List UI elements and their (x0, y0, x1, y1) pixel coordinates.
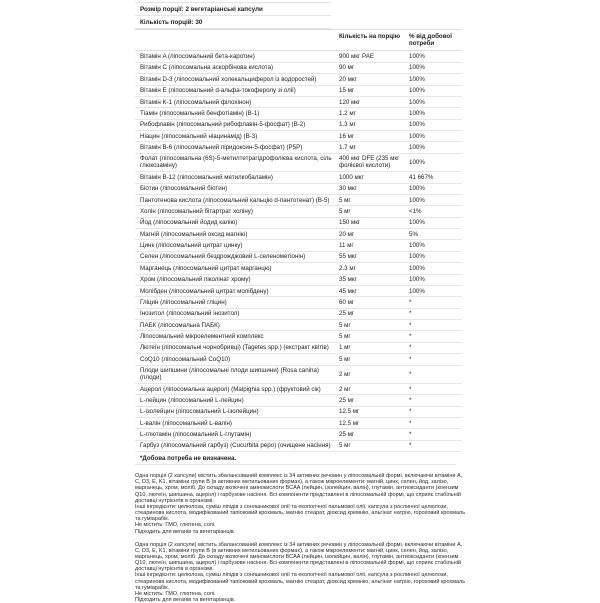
ingredient-daily-value: * (409, 342, 462, 353)
description-other-ingredients: Інші інгредієнти: целюлоза, суміш ліпідів з соняшникової олії та екологічної пальмової олії, капсула з рослинної целюлози, стеаринова кислота, модифікований тапіоковий крохмаль, магнію стеарат, діоксид кремнію, альгінат натрію, гороховий крохмаль та гуміарабік. (135, 503, 466, 523)
ingredient-daily-value: 100% (409, 285, 462, 296)
ingredient-amount: 90 мг (339, 62, 409, 73)
ingredient-amount: 5 мг (339, 194, 409, 205)
description-overview: Одна порція (2 капсули) містить збалансований комплекс із 34 активних речовин у ліпосомальній формі, включаючи вітаміни A, C, D3, E, K1, вітаміни групи B (в активних метильованих формах), а також мікроелементи: магній, цинк, селен, йод, залізо, марганець, хром, моліб. До складу включені амінокислоти BCAA (лейцин, ізолейцин, валін), глутамін, антиоксиданти (коензим Q10, лютеїн, шипшина, ацерол) і гарбузове насіння. Всі компоненти представлені в ліпосомальній формі, що сприяє стабільній доставці нутрієнтів в організмі. (135, 541, 463, 573)
ingredient-name: Магній (ліпосомальний оксид магнію) (135, 229, 339, 240)
table-row (135, 365, 462, 383)
ingredient-daily-value: * (409, 383, 462, 394)
ingredient-amount: 150 мкг (339, 217, 409, 228)
ingredient-name: Вітамін A (ліпосомальний бета-каротин) (135, 51, 339, 62)
daily-value-footnote: *Добова потреба не визначена. (135, 452, 456, 465)
ingredient-daily-value: * (409, 418, 462, 429)
ingredient-amount: 35 мкг (339, 274, 409, 285)
ingredient-amount: 1.7 мг (339, 142, 409, 153)
ingredient-name: Йод (ліпосомальний йодид калію) (135, 217, 339, 228)
table-row (135, 96, 462, 107)
ingredient-name: CoQ10 (ліпосомальний CoQ10) (135, 354, 339, 365)
ingredient-amount: 45 мкг (339, 285, 409, 296)
ingredient-name: L-валін (ліпосомальний L-валін) (135, 418, 339, 429)
ingredient-daily-value: 100% (409, 51, 462, 62)
ingredient-amount: 15 мг (339, 85, 409, 96)
table-row (135, 217, 462, 228)
ingredient-amount: 1.2 мг (339, 108, 409, 119)
ingredient-daily-value: 5% (409, 229, 462, 240)
ingredient-name: Гліцин (ліпосомальний гліцин) (135, 297, 339, 308)
ingredient-amount: 120 мкг (339, 96, 409, 107)
ingredient-daily-value: * (409, 297, 462, 308)
ingredient-name: L-ізолейцин (ліпосомальний L-ізолейцин) (135, 406, 339, 417)
ingredient-name: Вітамін B-6 (ліпосомальний піридоксин-5-фосфат) (P5P) (135, 142, 339, 153)
ingredient-name: Вітамін C (ліпосомальна аскорбінова кислота) (135, 62, 339, 73)
table-row (135, 108, 462, 119)
ingredient-amount: 2.3 мг (339, 263, 409, 274)
ingredient-name: Рибофлавін (ліпосомальний рибофлавін-5-фосфат) (B-2) (135, 119, 339, 130)
description-free-of: Не містить: ГМО, глютена, солі. (135, 522, 216, 529)
ingredient-amount: 12.5 мг (339, 418, 409, 429)
table-row (135, 172, 462, 183)
table-row (135, 320, 462, 331)
table-row (135, 240, 462, 251)
ingredient-name: Тіамін (ліпосомальний бенфотіамін) (B-1) (135, 108, 339, 119)
ingredient-daily-value: 100% (409, 85, 462, 96)
serving-size-label: Розмір порції: 2 вегетаріанські капсули (140, 5, 263, 13)
table-row (135, 418, 462, 429)
ingredient-daily-value: 100% (409, 251, 462, 262)
ingredient-daily-value: * (409, 308, 462, 319)
ingredient-name: L-лейцин (ліпосомальний L-лейцин) (135, 395, 339, 406)
table-row (135, 131, 462, 142)
ingredient-daily-value: 100% (409, 108, 462, 119)
ingredient-daily-value: 100% (409, 240, 462, 251)
ingredient-name: Плоди шипшини (ліпосомальні плоди шипшини) (Rosa canina) (плоди) (135, 365, 339, 383)
ingredient-amount: 11 мг (339, 240, 409, 251)
ingredient-daily-value: * (409, 320, 462, 331)
ingredient-daily-value: 100% (409, 263, 462, 274)
ingredient-daily-value: 100% (409, 131, 462, 142)
table-row (135, 194, 462, 205)
table-row (135, 229, 462, 240)
ingredient-daily-value: <1% (409, 206, 462, 217)
ingredient-daily-value: 100% (409, 274, 462, 285)
supplement-facts-panel (135, 2, 467, 603)
ingredient-name: Цинк (ліпосомальний цитрат цинку) (135, 240, 339, 251)
ingredient-amount: 400 мкг DFE (235 мкг фолієвої кислоти) (339, 153, 409, 171)
ingredient-amount: 1.3 мг (339, 119, 409, 130)
table-row (135, 383, 462, 394)
supplement-facts-table (135, 29, 462, 452)
ingredient-daily-value: 41 667% (409, 172, 462, 183)
table-row (135, 297, 462, 308)
ingredient-daily-value: 100% (409, 217, 462, 228)
ingredient-name: Ніацин (ліпосомальний ніацинамід) (B-3) (135, 131, 339, 142)
table-row (135, 285, 462, 296)
ingredient-name: Марганець (ліпосомальний цитрат марганцю) (135, 263, 339, 274)
ingredient-name: Селен (ліпосомальний бездрожджовий L-селенометіонін) (135, 251, 339, 262)
servings-per-container-row (135, 16, 331, 29)
ingredient-name: Холін (ліпосомальний бітартрат холіну) (135, 206, 339, 217)
column-header-amount-per-serving: Кількість на порцію (339, 30, 409, 51)
ingredient-amount: 5 мг (339, 354, 409, 365)
ingredient-name: Лютеїн (ліпосомальні чорнобривці) (Tagetes spp.) (екстракт квітів) (135, 342, 339, 353)
ingredient-name: Вітамін B-12 (ліпосомальний метилкобаламін) (135, 172, 339, 183)
table-row (135, 85, 462, 96)
table-row (135, 183, 462, 194)
description-dietary-note: Підходить для веганів та вегетаріанців. (135, 597, 236, 603)
table-row (135, 142, 462, 153)
ingredient-amount: 20 мкг (339, 74, 409, 85)
ingredient-amount: 1 мг (339, 342, 409, 353)
description-block-2 (135, 542, 467, 603)
description-dietary-note: Підходить для веганів та вегетаріанців. (135, 528, 236, 535)
table-row (135, 354, 462, 365)
table-row (135, 308, 462, 319)
table-row (135, 342, 462, 353)
ingredient-amount: 5 мг (339, 320, 409, 331)
ingredient-daily-value: 100% (409, 142, 462, 153)
serving-size-row (135, 2, 331, 16)
ingredient-amount: 5 мг (339, 206, 409, 217)
column-header-ingredient (135, 30, 339, 51)
ingredient-amount: 12.5 мг (339, 406, 409, 417)
ingredient-daily-value: 100% (409, 119, 462, 130)
ingredient-amount: 20 мг (339, 229, 409, 240)
ingredient-name: Молібден (ліпосомальний цитрат молібдену) (135, 285, 339, 296)
table-row (135, 74, 462, 85)
ingredient-daily-value: 100% (409, 183, 462, 194)
table-row (135, 274, 462, 285)
ingredient-daily-value: * (409, 331, 462, 342)
ingredient-amount: 5 мг (339, 440, 409, 451)
ingredient-amount: 60 мг (339, 297, 409, 308)
supplement-table-body (135, 51, 462, 452)
ingredient-name: Ацерол (ліпосомальна ацерол) (Malpighia spp.) (фруктовий сік) (135, 383, 339, 394)
ingredient-name: Вітамін D-3 (ліпосомальний холекальциферол із водоростей) (135, 74, 339, 85)
ingredient-name: L-глютамін (ліпосомальний L-глутамін) (135, 429, 339, 440)
description-block-1 (135, 473, 467, 535)
ingredient-amount: 16 мг (339, 131, 409, 142)
ingredient-name: Вітамін E (ліпосомальний d-альфа-токоферолу зі олії) (135, 85, 339, 96)
ingredient-amount: 25 мг (339, 308, 409, 319)
ingredient-name: Ліпосомальний мікроелементний комплекс (135, 331, 339, 342)
table-header-row (135, 30, 462, 51)
ingredient-amount: 30 мкг (339, 183, 409, 194)
table-row (135, 251, 462, 262)
ingredient-daily-value: * (409, 406, 462, 417)
ingredient-amount: 900 мкг РАЕ (339, 51, 409, 62)
ingredient-daily-value: 100% (409, 74, 462, 85)
ingredient-daily-value: 100% (409, 153, 462, 171)
table-row (135, 62, 462, 73)
table-row (135, 263, 462, 274)
ingredient-amount: 25 мг (339, 429, 409, 440)
ingredient-daily-value: * (409, 354, 462, 365)
table-row (135, 406, 462, 417)
ingredient-amount: 2 мг (339, 365, 409, 383)
table-row (135, 51, 462, 62)
ingredient-daily-value: 100% (409, 194, 462, 205)
table-row (135, 440, 462, 451)
ingredient-amount: 25 мг (339, 395, 409, 406)
ingredient-name: Гарбуз (ліпосомальний гарбуз) (Cucurbita pepo) (очищене насіння) (135, 440, 339, 451)
ingredient-amount: 55 мкг (339, 251, 409, 262)
table-row (135, 429, 462, 440)
table-row (135, 206, 462, 217)
description-overview: Одна порція (2 капсули) містить збалансований комплекс із 34 активних речовин у ліпосомальній формі, включаючи вітаміни A, C, D3, E, K1, вітаміни групи B (в активних метильованих формах), а також мікроелементи: магній, цинк, селен, йод, залізо, марганець, хром, моліб. До складу включені амінокислоти BCAA (лейцин, ізолейцин, валін), глутамін, антиоксиданти (коензим Q10, лютеїн, шипшина, ацерол) і гарбузове насіння. Всі компоненти представлені в ліпосомальній формі, що сприяє стабільній доставці нутрієнтів в організмі. (135, 473, 463, 504)
column-header-daily-value: % від добової потреби (409, 30, 462, 51)
ingredient-name: ПАБК (ліпосомальна ПАБК) (135, 320, 339, 331)
description-free-of: Не містить: ГМО, глютена, солі. (135, 590, 216, 597)
table-row (135, 153, 462, 171)
ingredient-name: Біотин (ліпосомальний біотин) (135, 183, 339, 194)
ingredient-daily-value: * (409, 440, 462, 451)
ingredient-amount: 2 мг (339, 383, 409, 394)
ingredient-daily-value: * (409, 365, 462, 383)
ingredient-daily-value: 100% (409, 96, 462, 107)
ingredient-amount: 5 мг (339, 331, 409, 342)
ingredient-daily-value: * (409, 395, 462, 406)
ingredient-name: Фолат (ліпосомальна (6S)-5-метилтетрагідрофолієва кислота, сіль глюкозаміну) (135, 153, 339, 171)
description-other-ingredients: Інші інгредієнти: целюлоза, суміш ліпідів з соняшникової олії та екологічної пальмової олії, капсула з рослинної целюлози, стеаринова кислота, модифікований тапіоковий крохмаль, магнію стеарат, діоксид кремнію, альгінат натрію, гороховий крохмаль та гуміарабік. (135, 572, 466, 591)
table-row (135, 119, 462, 130)
table-row (135, 395, 462, 406)
servings-per-container-label: Кількість порцій: 30 (140, 18, 203, 26)
ingredient-daily-value: 100% (409, 62, 462, 73)
ingredient-amount: 1000 мкг (339, 172, 409, 183)
ingredient-name: Інозитол (ліпосомальний інозитол) (135, 308, 339, 319)
ingredient-name: Пантотенова кислота (ліпосомальний кальцію d-пантотенат) (B-5) (135, 194, 339, 205)
table-row (135, 331, 462, 342)
ingredient-name: Хром (ліпосомальний піколінат хрому) (135, 274, 339, 285)
ingredient-name: Вітамін K-1 (ліпосомальний філохінон) (135, 96, 339, 107)
ingredient-daily-value: * (409, 429, 462, 440)
